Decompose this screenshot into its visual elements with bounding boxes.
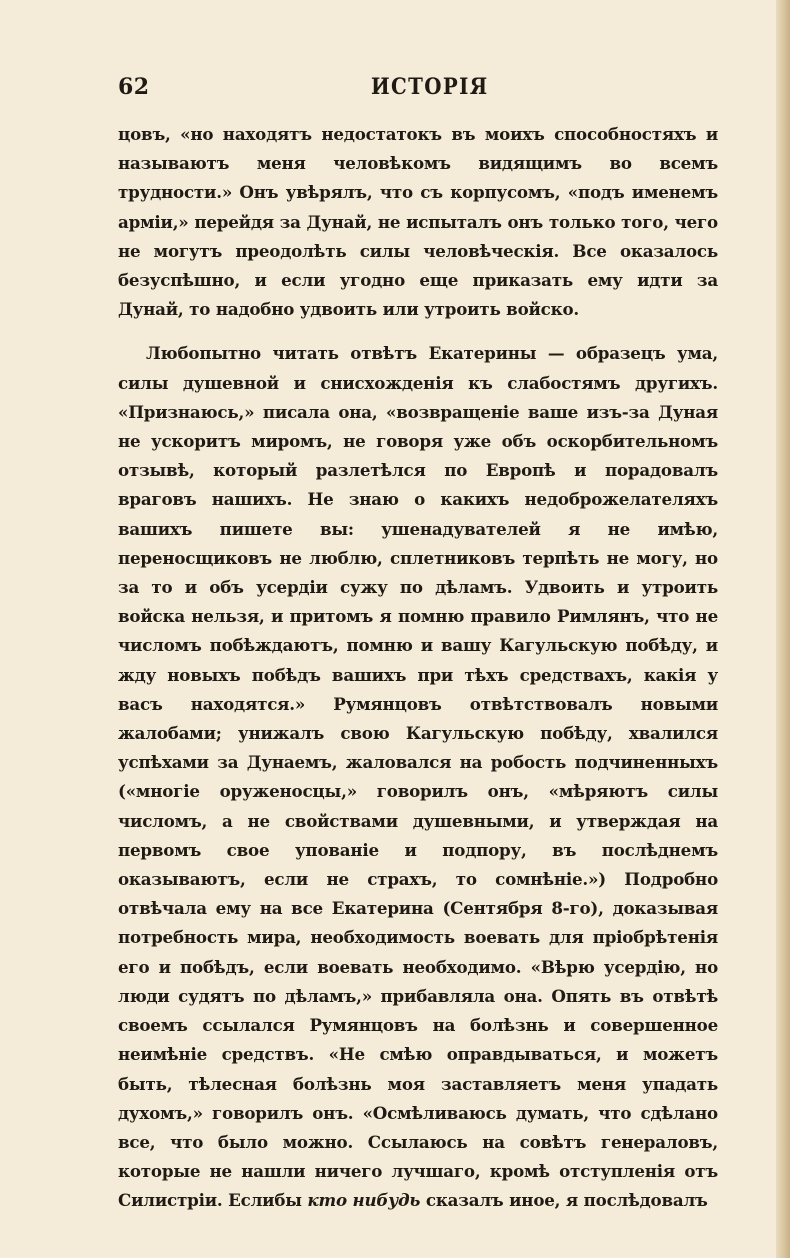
running-title: ИСТОРІЯ [371,74,489,100]
paragraph-2-italic: кто нибудь [307,1190,421,1211]
paragraph-1: цовъ, «но находятъ недостатокъ въ моихъ способностяхъ и называютъ меня человѣкомъ видящимъ во всемъ трудности.» Онъ увѣрялъ, что съ корпусомъ, «подъ именемъ арміи,» перейдя за Дунай, не испыталъ онъ только того, чего не могутъ преодолѣть силы человѣческія. Все оказалось безуспѣшно, и если угодно еще приказать ему идти за Дунай, то надобно удвоить или утроить войско. [118,124,718,320]
page-number: 62 [118,74,150,100]
body-text [118,120,718,1216]
paragraph-2-text: Любопытно читать отвѣтъ Екатерины — образецъ ума, силы душевной и снисхожденія къ слабостямъ другихъ. «Признаюсь,» писала она, «возвращеніе ваше изъ-за Дуная не ускоритъ миромъ, не говоря уже объ оскорбительномъ отзывѣ, который разлетѣлся по Европѣ и порадовалъ враговъ нашихъ. Не знаю о какихъ недоброжелателяхъ вашихъ пишете вы: ушенадувателей я не имѣю, переносщиковъ не люблю, сплетниковъ терпѣть не могу, но за то и объ усердіи сужу по дѣламъ. Удвоить и утроить войска нельзя, и притомъ я помню правило Римлянъ, что не числомъ побѣждаютъ, помню и вашу Кагульскую побѣду, и жду новыхъ побѣдъ вашихъ при тѣхъ средствахъ, какія у васъ находятся.» Румянцовъ отвѣтствовалъ новыми жалобами; унижалъ свою Кагульскую побѣду, хвалился успѣхами за Дунаемъ, жаловался на робость подчиненныхъ («многіе оруженосцы,» говорилъ онъ, «мѣряютъ силы числомъ, а не свойствами душевными, и утверждая на первомъ свое упованіе и подпору, въ послѣднемъ оказываютъ, если не страхъ, то сомнѣніе.») Подробно отвѣчала ему на все Екатерина (Сентября 8-го), доказывая потребность мира, необходимость воевать для пріобрѣтенія его и побѣдъ, если воевать необходимо. «Вѣрю усердію, но люди судятъ по дѣламъ,» прибавляла она. Опять въ отвѣтѣ своемъ ссылался Румянцовъ на болѣзнь и совершенное неимѣніе средствъ. «Не смѣю оправдываться, и можетъ быть, тѣлесная болѣзнь моя заставляетъ меня упадать духомъ,» говорилъ онъ. «Осмѣливаюсь думать, что сдѣлано все, что было можно. Ссылаюсь на совѣтъ генераловъ, которые не нашли ничего лучшаго, кромѣ отступленія отъ Силистріи. Еслибы [118,343,718,1211]
paragraph-2 [118,339,718,1215]
page-header [118,74,718,108]
page-edge [776,0,790,1258]
paragraph-2-ending: сказалъ иное, я послѣдовалъ [420,1190,708,1211]
